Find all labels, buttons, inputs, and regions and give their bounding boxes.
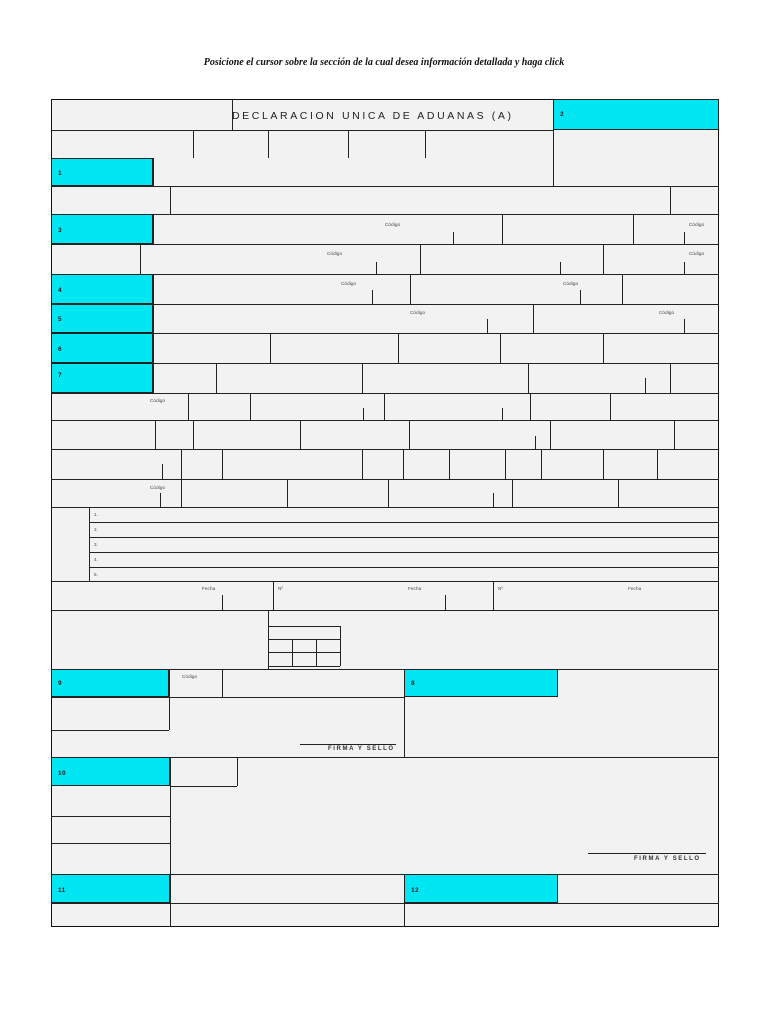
section-header[interactable] <box>51 669 169 697</box>
rule <box>287 479 288 507</box>
rule <box>268 610 269 669</box>
rule <box>372 290 373 304</box>
rule <box>403 449 404 479</box>
section-number: 2 <box>560 111 565 118</box>
instruction-text: Posicione el cursor sobre la sección de la cual desea información detallada y haga click <box>203 57 565 68</box>
rule <box>505 449 506 479</box>
rule <box>51 610 719 611</box>
rule <box>512 479 513 507</box>
rule <box>348 130 349 158</box>
rule <box>51 697 404 698</box>
rule <box>500 333 501 363</box>
rule <box>51 244 719 245</box>
rule <box>409 420 410 449</box>
rule <box>170 757 171 874</box>
rule <box>670 186 671 214</box>
rule <box>425 130 426 158</box>
rule <box>603 244 604 274</box>
section-header[interactable] <box>553 99 719 130</box>
section-number: 7 <box>58 372 63 379</box>
signature-label: FIRMA Y SELLO <box>328 746 395 752</box>
rule <box>362 363 363 393</box>
section-header[interactable] <box>51 158 153 186</box>
section-header[interactable] <box>51 757 170 786</box>
field-label: Código <box>563 281 579 286</box>
rule <box>153 214 154 244</box>
rule <box>674 420 675 449</box>
rule <box>603 333 604 363</box>
rule <box>502 214 503 244</box>
rule <box>445 595 446 610</box>
rule <box>384 393 385 420</box>
rule <box>684 319 685 333</box>
section-number: 3 <box>58 227 63 234</box>
rule <box>376 262 377 274</box>
rule <box>170 874 171 927</box>
field-label: Nº <box>278 586 284 591</box>
rule <box>89 507 90 581</box>
rule <box>487 319 488 333</box>
rule <box>268 626 340 627</box>
item-line-number: 3. <box>94 542 99 547</box>
field-label: Código <box>410 310 426 315</box>
rule <box>89 522 719 523</box>
rule <box>153 158 154 186</box>
rule <box>268 130 269 158</box>
rule <box>193 130 194 158</box>
rule <box>684 232 685 244</box>
rule <box>622 274 623 304</box>
rule <box>268 639 340 640</box>
rule <box>51 581 719 582</box>
rule <box>89 552 719 553</box>
rule <box>535 436 536 449</box>
rule <box>684 262 685 274</box>
rule <box>645 378 646 393</box>
section-number: 12 <box>411 887 420 894</box>
field-label: Código <box>341 281 357 286</box>
form-title: DECLARACION UNICA DE ADUANAS (A) <box>232 110 514 122</box>
rule <box>153 333 154 363</box>
rule <box>530 393 531 420</box>
field-label: Fecha <box>628 586 642 591</box>
rule <box>398 333 399 363</box>
rule <box>268 666 340 667</box>
rule <box>51 449 719 450</box>
rule <box>502 408 503 420</box>
item-line-number: 5. <box>94 572 99 577</box>
rule <box>181 449 182 479</box>
rule <box>170 786 237 787</box>
rule <box>273 581 274 610</box>
item-line-number: 4. <box>94 557 99 562</box>
rule <box>222 669 223 697</box>
rule <box>51 130 553 131</box>
field-label: Fecha <box>408 586 422 591</box>
rule <box>250 393 251 420</box>
rule <box>493 493 494 507</box>
section-header[interactable] <box>51 363 153 393</box>
field-label: Código <box>150 485 166 490</box>
field-label: Código <box>385 222 401 227</box>
rule <box>270 333 271 363</box>
section-number: 10 <box>58 770 67 777</box>
rule <box>388 479 389 507</box>
rule <box>89 567 719 568</box>
section-header[interactable] <box>51 333 153 363</box>
section-header[interactable] <box>51 274 153 304</box>
field-label: Código <box>150 398 166 403</box>
section-number: 6 <box>58 346 63 353</box>
rule <box>528 363 529 393</box>
rule <box>453 232 454 244</box>
rule <box>410 274 411 304</box>
field-label: Fecha <box>202 586 216 591</box>
rule <box>316 639 317 666</box>
rule <box>51 816 171 817</box>
rule <box>603 449 604 479</box>
rule <box>541 449 542 479</box>
rule <box>181 479 182 507</box>
section-number: 5 <box>58 316 63 323</box>
section-header[interactable] <box>51 874 170 903</box>
rule <box>170 186 171 214</box>
section-header[interactable] <box>51 214 153 244</box>
section-header[interactable] <box>404 874 558 903</box>
rule <box>140 244 141 274</box>
rule <box>493 581 494 610</box>
field-label: Código <box>327 251 343 256</box>
rule <box>51 393 719 394</box>
section-number: 11 <box>58 887 66 894</box>
rule <box>610 393 611 420</box>
rule <box>188 393 189 420</box>
signature-label: FIRMA Y SELLO <box>634 856 701 862</box>
rule <box>153 363 154 393</box>
rule <box>89 537 719 538</box>
rule <box>340 626 341 666</box>
rule <box>169 669 170 730</box>
rule <box>292 639 293 666</box>
rule <box>216 363 217 393</box>
rule <box>588 853 706 854</box>
rule <box>51 903 719 904</box>
section-number: 8 <box>411 680 416 687</box>
rule <box>51 507 719 508</box>
rule <box>300 420 301 449</box>
rule <box>222 449 223 479</box>
rule <box>153 274 154 304</box>
rule <box>51 186 719 187</box>
item-line-number: 2. <box>94 527 99 532</box>
rule <box>670 363 671 393</box>
rule <box>268 652 340 653</box>
rule <box>237 757 238 786</box>
section-number: 1 <box>58 170 63 177</box>
rule <box>222 595 223 610</box>
section-number: 9 <box>58 680 63 687</box>
rule <box>300 744 396 745</box>
section-header[interactable] <box>51 304 153 333</box>
rule <box>560 262 561 274</box>
field-label: Nº <box>498 586 504 591</box>
rule <box>51 730 169 731</box>
section-header[interactable] <box>404 669 558 697</box>
field-label: Código <box>182 674 198 679</box>
item-line-number: 1. <box>94 512 99 517</box>
rule <box>162 464 163 479</box>
rule <box>449 449 450 479</box>
rule <box>657 449 658 479</box>
rule <box>533 304 534 333</box>
rule <box>51 843 171 844</box>
rule <box>580 290 581 304</box>
rule <box>550 420 551 449</box>
field-label: Código <box>659 310 675 315</box>
rule <box>363 408 364 420</box>
rule <box>51 420 719 421</box>
field-label: Código <box>689 251 705 256</box>
section-number: 4 <box>58 287 63 294</box>
rule <box>155 420 156 449</box>
rule <box>633 214 634 244</box>
field-label: Código <box>689 222 705 227</box>
rule <box>153 304 154 333</box>
rule <box>193 420 194 449</box>
rule <box>618 479 619 507</box>
rule <box>420 244 421 274</box>
rule <box>362 449 363 479</box>
rule <box>160 493 161 507</box>
